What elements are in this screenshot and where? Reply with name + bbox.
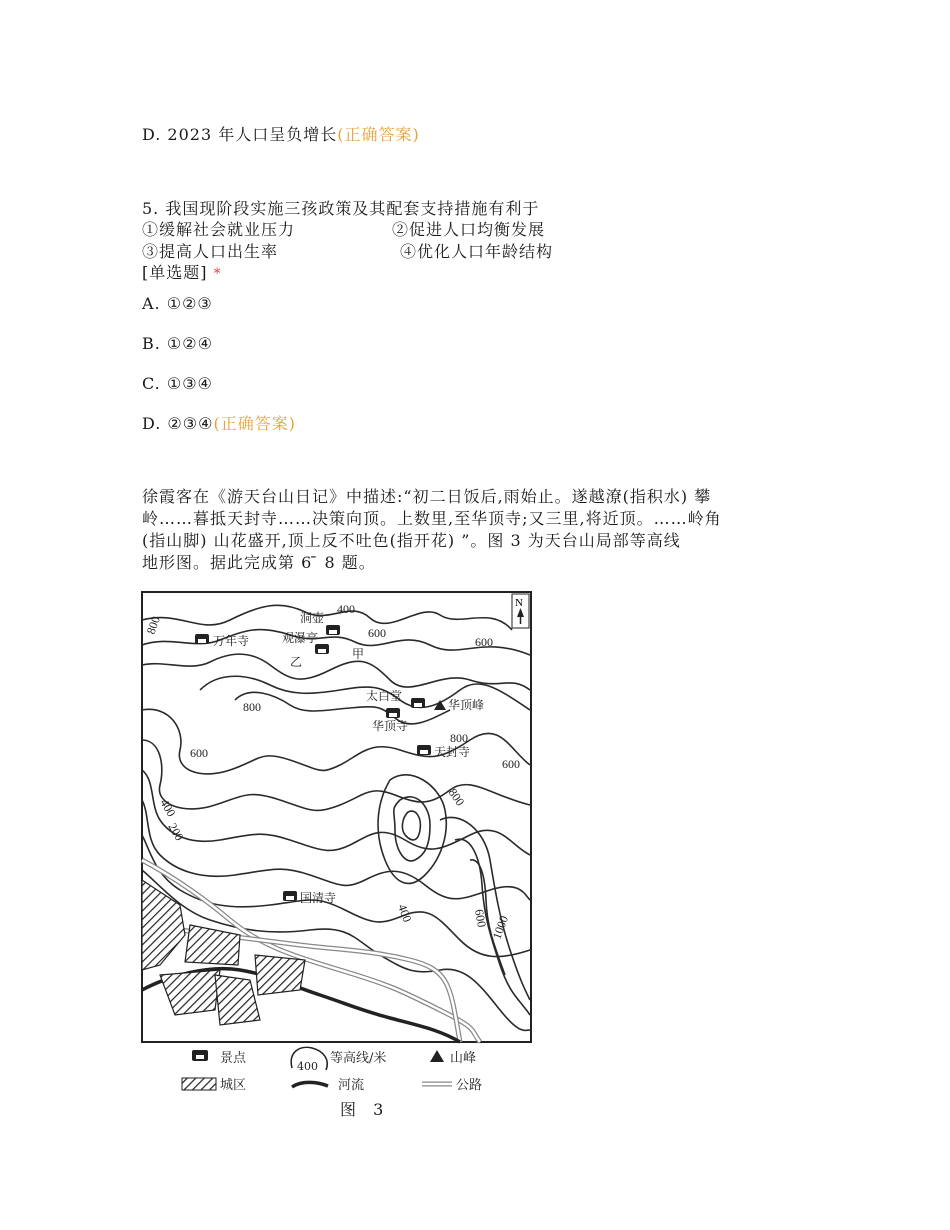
place-label: 洞壶 [300, 611, 325, 625]
scenic-spot-icon [326, 625, 340, 635]
contour-label: 400 [157, 796, 179, 820]
q5-option-d-text: D. ②③④ [142, 414, 214, 433]
passage-line-2: 岭……暮抵天封寺……决策向顶。上数里,至华顶寺;又三里,将近顶。……岭角 [142, 509, 722, 528]
scenic-spot-icon [411, 698, 425, 708]
legend-urban-icon [182, 1078, 216, 1090]
legend-scenic-label: 景点 [220, 1051, 247, 1066]
place-label: 华顶寺 [372, 719, 409, 733]
north-label: N [515, 597, 523, 609]
scenic-spot-icon [315, 644, 329, 654]
figure-caption: 图 3 [340, 1100, 390, 1119]
legend-road-label: 公路 [456, 1078, 483, 1093]
passage-line-4: 地形图。据此完成第 6 ̄ 8 题。 [142, 553, 376, 572]
place-label: 观瀑亭 [282, 631, 319, 645]
legend-contour-label: 等高线/米 [330, 1051, 387, 1066]
contour-label: 400 [337, 602, 355, 616]
q4-answer-tag: (正确答案) [337, 125, 420, 144]
place-label: 太白堂 [366, 689, 403, 703]
legend-river-icon [292, 1082, 328, 1087]
contour-label: 800 [243, 700, 261, 714]
place-label: 华顶峰 [448, 698, 485, 712]
scenic-spot-icon [195, 634, 209, 644]
contour-label: 600 [368, 626, 386, 640]
place-label: 万年寺 [213, 634, 250, 648]
legend-contour-value: 400 [297, 1060, 318, 1073]
q5-stem: 5. 我国现阶段实施三孩政策及其配套支持措施有利于 [142, 199, 540, 218]
legend-urban-label: 城区 [220, 1078, 247, 1093]
contour-label: 600 [502, 757, 520, 771]
q5-item-4: ④优化人口年龄结构 [400, 242, 554, 261]
q5-type-label [142, 262, 222, 285]
north-arrow-icon [512, 594, 529, 628]
legend-scenic-icon [192, 1050, 208, 1061]
q5-item-3: ③提高人口出生率 [142, 242, 279, 261]
place-label: 天封寺 [434, 745, 471, 759]
q5-type: [单选题] [142, 263, 208, 282]
scenic-spot-icon [386, 708, 400, 718]
q4-option-d-text: D. 2023 年人口呈负增长 [142, 125, 338, 144]
contour-label: 800 [143, 614, 163, 637]
contour-label: 800 [445, 785, 468, 809]
scenic-spot-icon [283, 891, 297, 901]
scenic-spot-icon [417, 745, 431, 755]
contour-label: 400 [395, 902, 415, 924]
place-label: 国清寺 [300, 891, 337, 905]
contour-label: 600 [190, 746, 208, 760]
contour-label: 600 [472, 908, 489, 929]
contour-label: 1000 [489, 913, 512, 942]
q5-option-d[interactable] [142, 413, 296, 435]
contour-map [140, 590, 535, 1100]
required-mark: * [213, 266, 222, 282]
legend-peak-icon [430, 1050, 444, 1062]
map-legend [182, 1047, 482, 1093]
q5-option-a[interactable]: A. ①②③ [142, 294, 213, 313]
place-label: 甲 [352, 647, 365, 661]
contour-label: 200 [165, 820, 187, 844]
place-label: 乙 [290, 655, 303, 669]
q5-option-b[interactable]: B. ①②④ [142, 334, 213, 353]
q5-option-c[interactable]: C. ①③④ [142, 374, 213, 393]
passage-line-3: (指山脚) 山花盛开,顶上反不吐色(指开花) ”。图 3 为天台山局部等高线 [142, 531, 681, 550]
passage-line-1: 徐霞客在《游天台山日记》中描述:“初二日饭后,雨始止。遂越潦(指积水) 攀 [142, 487, 712, 506]
q5-answer-tag: (正确答案) [213, 414, 296, 433]
q5-item-1: ①缓解社会就业压力 [142, 220, 296, 239]
legend-river-label: 河流 [338, 1078, 365, 1093]
contour-label: 600 [475, 635, 493, 649]
contour-label: 800 [450, 731, 468, 745]
q4-option-d[interactable] [142, 124, 420, 146]
legend-peak-label: 山峰 [450, 1051, 477, 1066]
q5-item-2: ②促进人口均衡发展 [392, 220, 546, 239]
